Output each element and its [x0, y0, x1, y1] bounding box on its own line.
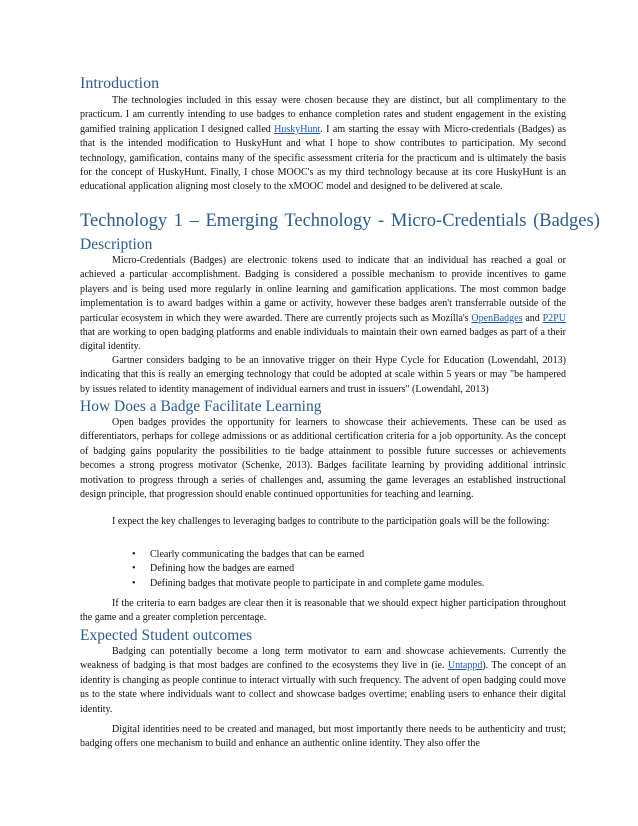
list-item: • Defining how the badges are earned: [132, 562, 484, 576]
facilitate-paragraph-2: [80, 515, 566, 529]
list-item: • Defining badges that motivate people to participate in and complete game modules.: [132, 577, 484, 591]
facilitate-text-2: I expect the key challenges to leveraging badges to contribute to the participation goals will be the following:: [112, 516, 550, 527]
outcomes-text-2: ). The concept of an identity is changing as people continue to interact virtually with such frequency. The advent of open badging could move us to the state where individuals want to collect and showcase badges overtime; enabling users to enhance their digital identity.: [80, 660, 566, 715]
outcomes-paragraph-2: [80, 723, 566, 752]
outcomes-paragraph-1: [80, 645, 566, 717]
introduction-heading: Introduction: [80, 75, 160, 92]
list-item: • Clearly communicating the badges that can be earned: [132, 548, 484, 562]
gartner-text: Gartner considers badging to be an innovative trigger on their Hype Cycle for Education (Lowendahl, 2013) indicating that this is really an emerging technology that could be adopted at scale within 5 years or may "be hampered by issues related to identity management of individual earners and trust in issuers" (Lowendahl, 2013): [80, 355, 566, 395]
facilitate-learning-heading: How Does a Badge Facilitate Learning: [80, 398, 322, 415]
intro-text-1: The technologies included in this essay were chosen because they are distinct, but all complimentary to the practicum. I am currently intending to use badges to enhance completion rates and student engagement in the existing gamified training application I designed called: [80, 95, 566, 135]
huskyhunt-link[interactable]: HuskyHunt: [274, 123, 321, 135]
introduction-paragraph: [80, 94, 566, 195]
facilitate-paragraph-3: [80, 597, 566, 626]
outcomes-text-3: Digital identities need to be created and managed, but most importantly there needs to be authenticity and trust; badging offers one mechanism to build and enhance an authentic online identity. They also offer the: [80, 724, 566, 750]
intro-text-2: . I am starting the essay with Micro-credentials (Badges) as that is the intended modification to HuskyHunt and what I hope to show contributes to participation. My second technology, gamification, contains many of the specific assessment criteria for the practicum and is ultimately the basis for the concept of HuskyHunt. Finally, I chose MOOC's as my third technology because at its core HuskyHunt is an educational application aligning most closely to the xMOOC model and designed to be delivered at scale.: [80, 123, 566, 193]
description-heading: Description: [80, 236, 153, 253]
openbadges-link[interactable]: OpenBadges: [471, 312, 523, 324]
description-paragraph-1: [80, 254, 566, 355]
desc-text-3: that are working to open badging platforms and enable individuals to maintain their own earned badges as part of a their digital identity.: [80, 327, 566, 353]
desc-text-2: and: [522, 312, 543, 324]
description-paragraph-2: [80, 354, 566, 397]
facilitate-text-3: If the criteria to earn badges are clear then it is reasonable that we should expect higher participation throughout the game and a greater completion percentage.: [80, 598, 566, 624]
facilitate-text-1: Open badges provides the opportunity for learners to showcase their achievements. These can be used as differentiators, perhaps for college admissions or as additional certification criteria for a job opportunity. As the concept of badging gains popularity the possibilities to tie badge attainment to possible future successes or achievements becomes a strong progress motivator (Schenke, 2013). Badges facilitate learning by providing additional intrinsic motivation to progress through a series of challenges and, assuming the game leverages an established instructional design principle, that progression should enable continued opportunities for teaching and learning.: [80, 417, 566, 501]
outcomes-text-1: Badging can potentially become a long term motivator to earn and showcase achievements. Currently the weakness of badging is that most badges are confined to the ecosystems they live in (ie.: [80, 646, 566, 672]
technology-1-heading: Technology 1 – Emerging Technology - Micro-Credentials (Badges): [80, 211, 600, 231]
facilitate-paragraph-1: [80, 416, 566, 502]
challenges-list: [132, 548, 484, 591]
untappd-link[interactable]: Untappd: [447, 660, 483, 672]
expected-outcomes-heading: Expected Student outcomes: [80, 627, 253, 644]
p2pu-link[interactable]: P2PU: [542, 312, 566, 324]
desc-text-1: Micro-Credentials (Badges) are electronic tokens used to indicate that an individual has reached a goal or achieved a particular accomplishment. Badging is considered a possible mechanism to provide incentives to game players and is being used more regularly in online learning and gamification applications. The most common badge implementation is to award badges within a game or activity, however these badges aren't transferrable outside of the particular ecosystem in which they were awarded. There are currently projects such as Mozilla's: [80, 255, 566, 324]
